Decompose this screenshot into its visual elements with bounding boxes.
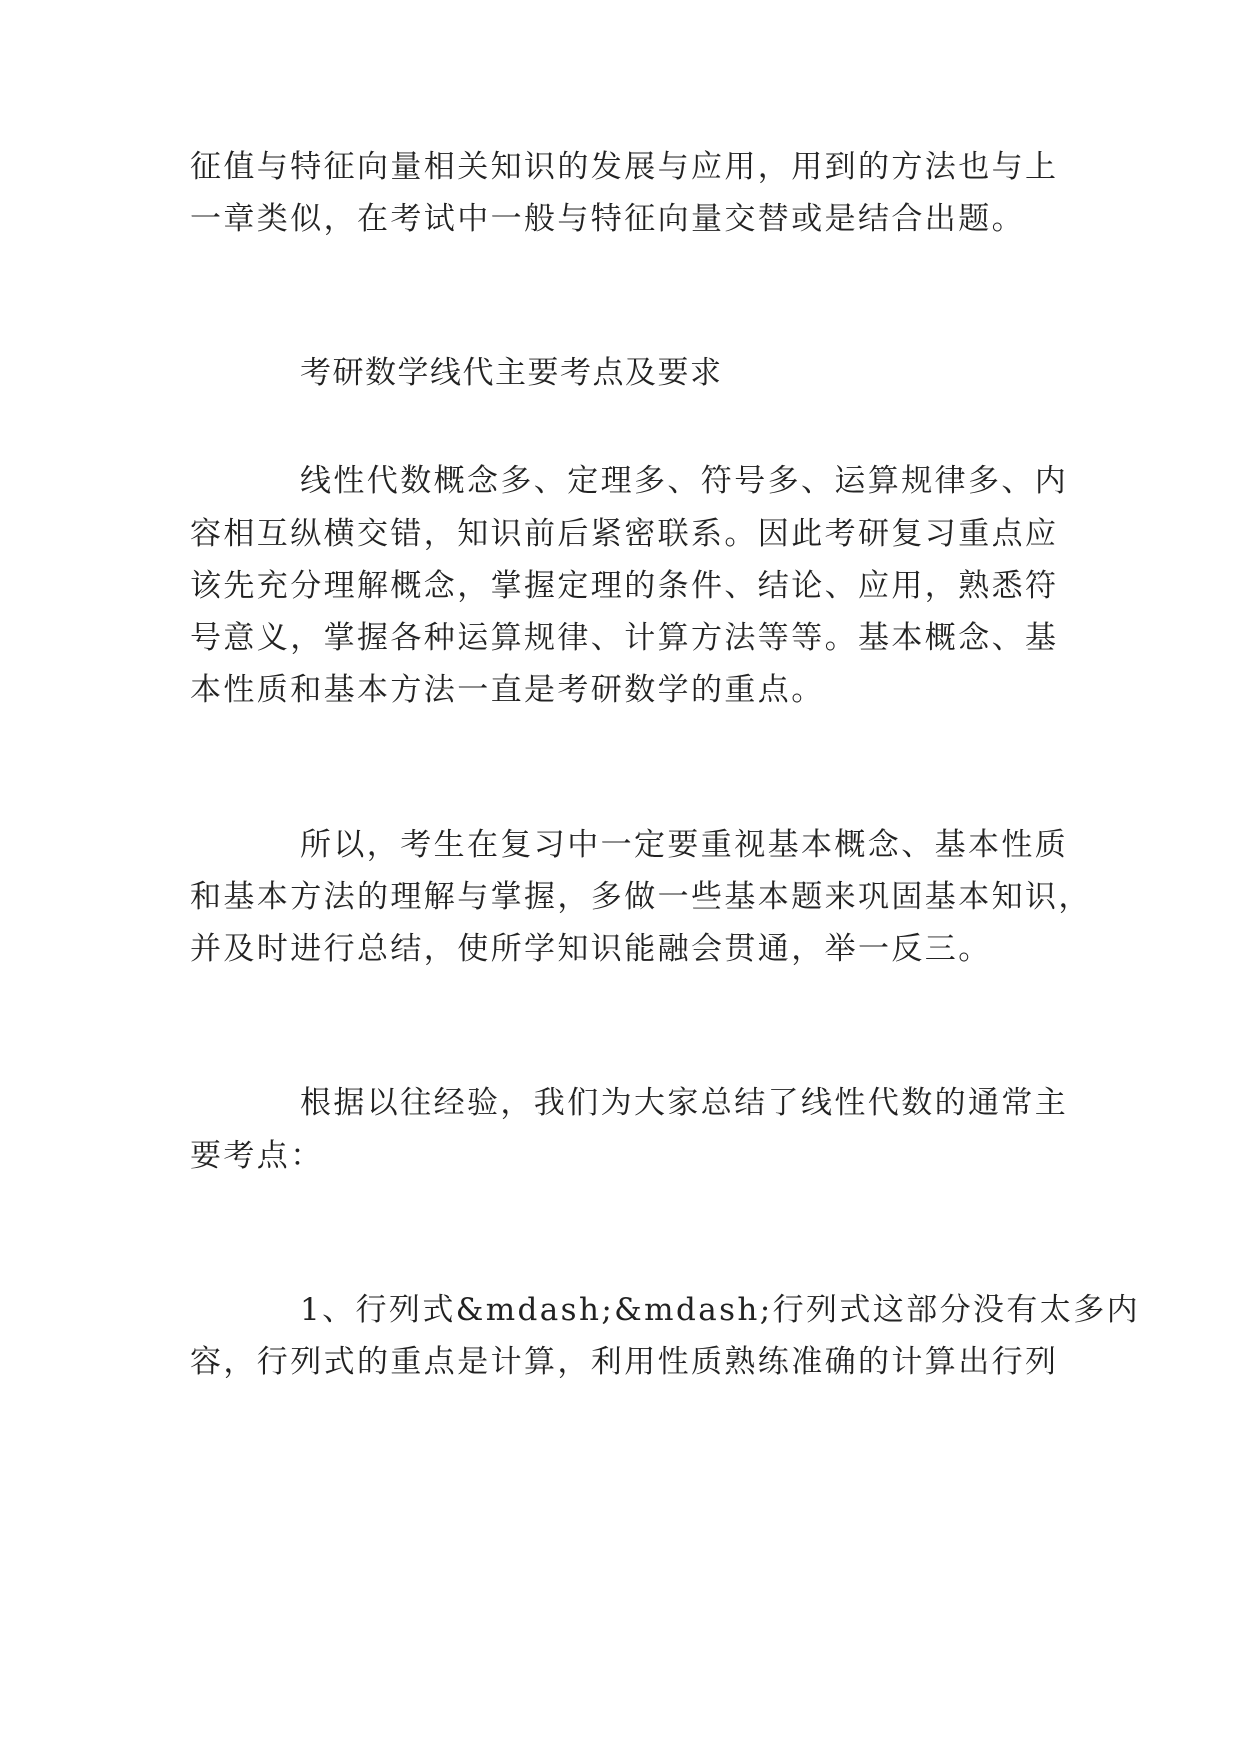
- paragraph-line: 并及时进行总结，使所学知识能融会贯通，举一反三。: [190, 931, 992, 967]
- paragraph-line: 要考点：: [190, 1138, 324, 1174]
- paragraph-line: 本性质和基本方法一直是考研数学的重点。: [190, 672, 825, 708]
- paragraph-line: 容相互纵横交错，知识前后紧密联系。因此考研复习重点应: [190, 516, 1059, 552]
- paragraph-line: 线性代数概念多、定理多、符号多、运算规律多、内: [300, 463, 1069, 499]
- section-heading: 考研数学线代主要考点及要求: [300, 355, 723, 391]
- paragraph-line: 所以，考生在复习中一定要重视基本概念、基本性质: [300, 827, 1069, 863]
- list-item-line: 1、行列式&mdash;&mdash;行列式这部分没有太多内: [300, 1292, 1140, 1328]
- paragraph-line: 根据以往经验，我们为大家总结了线性代数的通常主: [300, 1085, 1069, 1121]
- paragraph-line: 征值与特征向量相关知识的发展与应用，用到的方法也与上: [190, 149, 1059, 185]
- paragraph-line: 该先充分理解概念，掌握定理的条件、结论、应用，熟悉符: [190, 568, 1059, 604]
- paragraph-line: 和基本方法的理解与掌握，多做一些基本题来巩固基本知识，: [190, 879, 1092, 915]
- paragraph-line: 容，行列式的重点是计算，利用性质熟练准确的计算出行列: [190, 1344, 1059, 1380]
- paragraph-line: 号意义，掌握各种运算规律、计算方法等等。基本概念、基: [190, 620, 1059, 656]
- paragraph-line: 一章类似，在考试中一般与特征向量交替或是结合出题。: [190, 201, 1025, 237]
